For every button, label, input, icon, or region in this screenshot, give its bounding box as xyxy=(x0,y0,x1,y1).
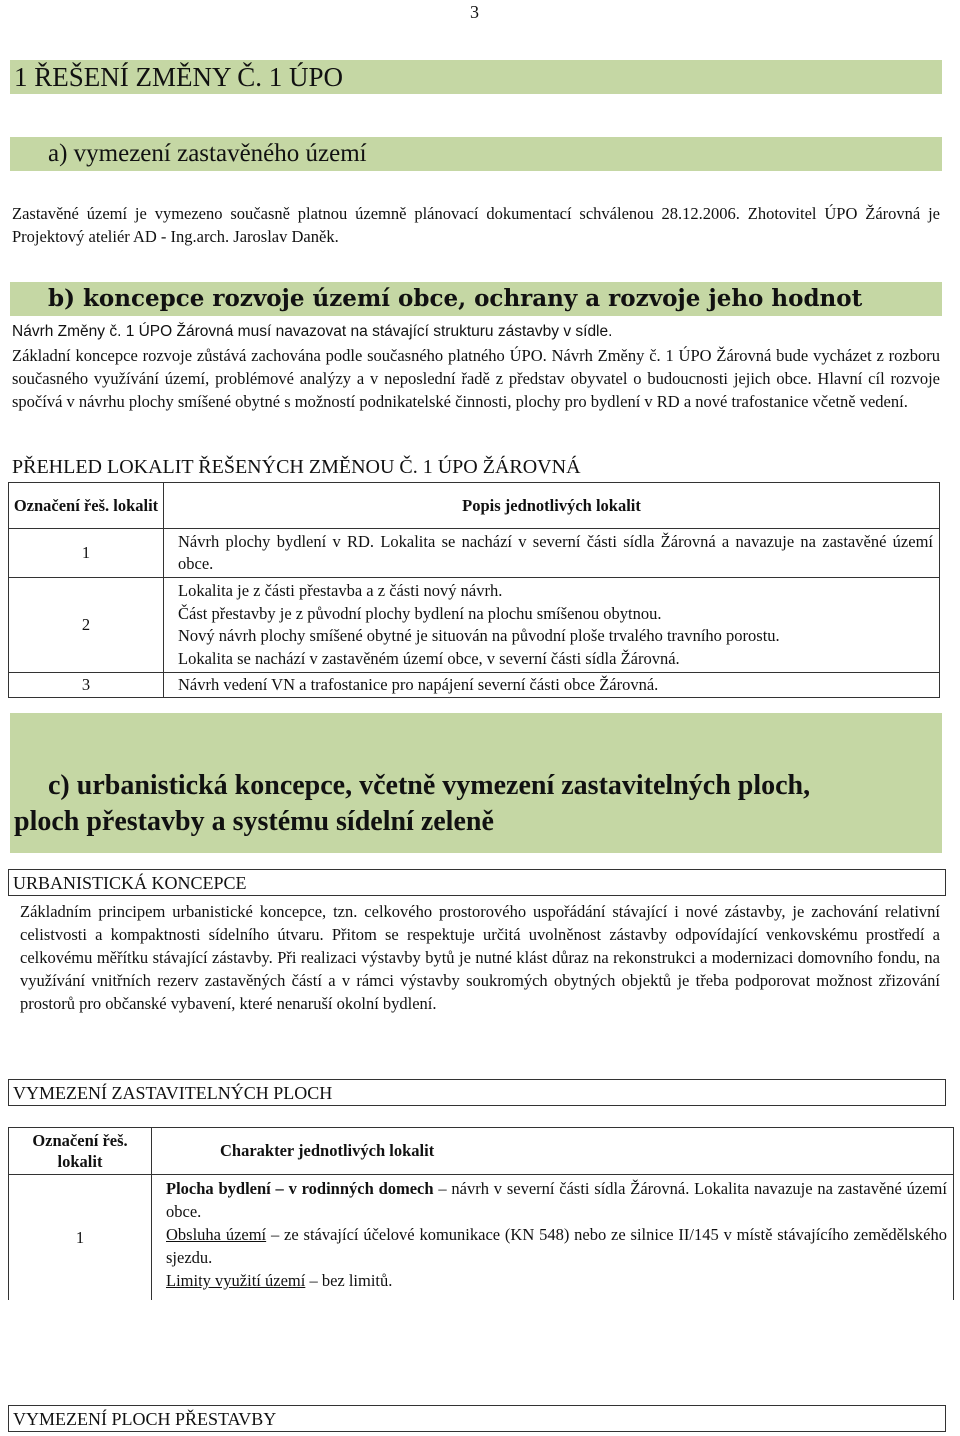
section-c-title-line2: ploch přestavby a systému sídelní zeleně xyxy=(14,806,494,837)
table-header-row xyxy=(9,483,940,529)
table-header-row xyxy=(9,1128,954,1175)
row-line xyxy=(166,1223,947,1269)
section-c-title-line1: c) urbanistická koncepce, včetně vymezení zastavitelných ploch, xyxy=(48,770,811,801)
section-b-title: b) koncepce rozvoje území obce, ochrany a rozvoje jeho hodnot xyxy=(10,282,942,316)
overview-table xyxy=(8,482,940,698)
row-text xyxy=(164,578,940,673)
row-line: Nový návrh plochy smíšené obytné je situován na původní ploše trvalého travního porostu. xyxy=(178,626,780,645)
row-id: 2 xyxy=(9,578,164,673)
section-b-line: Návrh Změny č. 1 ÚPO Žárovná musí navazovat na stávající strukturu zástavby v sídle. xyxy=(12,323,613,340)
section-c-title xyxy=(14,768,934,840)
overview-title: PŘEHLED LOKALIT ŘEŠENÝCH ZMĚNOU Č. 1 ÚPO ŽÁROVNÁ xyxy=(12,456,581,478)
col-header-character: Charakter jednotlivých lokalit xyxy=(152,1128,954,1175)
urbanistic-heading: URBANISTICKÁ KONCEPCE xyxy=(8,869,946,896)
section-a-title: a) vymezení zastavěného území xyxy=(10,137,942,171)
col-header-id: Označení řeš. lokalit xyxy=(9,483,164,529)
table-row xyxy=(9,578,940,673)
row-rest: – návrh v severní části sídla Žárovná. Lokalita navazuje na zastavěné území obce. xyxy=(166,1179,947,1221)
col-header-id: Označení řeš. lokalit xyxy=(9,1128,152,1175)
row-line: Část přestavby je z původní plochy bydlení na plochu smíšenou obytnou. xyxy=(178,603,662,623)
row-line xyxy=(166,1269,947,1292)
row-line xyxy=(166,1177,947,1223)
row-text: Návrh plochy bydlení v RD. Lokalita se nachází v severní části sídla Žárovná a navazuje na zastavěné území obce. xyxy=(164,529,940,578)
col-header-description: Popis jednotlivých lokalit xyxy=(164,483,940,529)
row-bold: Plocha bydlení – v rodinných domech xyxy=(166,1179,434,1198)
section-a-text: Zastavěné území je vymezeno současně platnou územně plánovací dokumentací schválenou 28.12.2006. Zhotovitel ÚPO Žárovná je Projektový ateliér AD - Ing.arch. Jaroslav Daněk. xyxy=(12,204,940,246)
table-row xyxy=(9,529,940,578)
page-number: 3 xyxy=(470,2,479,22)
urbanistic-text: Základním principem urbanistické koncepce, tzn. celkového prostorového uspořádání stávající i nové zástavby, je zachování relativní celistvosti a kompaktnosti sídelního útvaru. Přitom se respektuje určitá uvolněnost zástavby odpovídající venkovskému prostředí a celkovému měřítku stávající zástavby. Při realizaci výstavby bytů je nutné klást důraz na rekonstrukci a modernizaci domovního fondu, na využívání vnitřních rezerv zastavěných částí a v rámci výstavby soukromých obytných objektů je třeba podporovat možnost zřizování prostorů pro občanské vybavení, které nenaruší okolní bydlení. xyxy=(20,902,940,1013)
row-id: 1 xyxy=(9,529,164,578)
row-rest: – bez limitů. xyxy=(305,1271,393,1290)
row-underlined: Limity využití území xyxy=(166,1271,306,1290)
row-line: Lokalita se nachází v zastavěném území obce, v severní části sídla Žárovná. xyxy=(178,648,680,668)
row-text: Návrh vedení VN a trafostanice pro napájení severní části obce Žárovná. xyxy=(164,673,940,698)
row-underlined: Obsluha území xyxy=(166,1225,267,1244)
chapter-heading: 1 ŘEŠENÍ ZMĚNY Č. 1 ÚPO xyxy=(10,60,942,94)
table-row xyxy=(9,673,940,698)
row-line: Lokalita je z části přestavba a z části nový návrh. xyxy=(178,581,503,600)
prestavby-heading: VYMEZENÍ PLOCH PŘESTAVBY xyxy=(8,1405,946,1432)
row-id: 1 xyxy=(9,1175,152,1301)
row-text xyxy=(152,1175,954,1301)
row-id: 3 xyxy=(9,673,164,698)
table-row xyxy=(9,1175,954,1301)
row-rest: – ze stávající účelové komunikace (KN 548) nebo ze silnice II/145 v místě stávajícího zemědělského sjezdu. xyxy=(166,1225,947,1267)
zastavitelne-table xyxy=(8,1127,954,1300)
section-b-paragraph: Základní koncepce rozvoje zůstává zachována podle současného platného ÚPO. Návrh Změny č. 1 ÚPO Žárovná bude vycházet z rozboru současného využívání území, problémové analýzy a v neposlední řadě z představ obyvatel o budoucnosti jejich obce. Hlavní cíl rozvoje spočívá v návrhu plochy smíšené obytné s možností podnikatelské činnosti, plochy pro bydlení v RD a nové trafostanice včetně vedení. xyxy=(12,346,940,411)
zastavitelne-heading: VYMEZENÍ ZASTAVITELNÝCH PLOCH xyxy=(8,1079,946,1106)
